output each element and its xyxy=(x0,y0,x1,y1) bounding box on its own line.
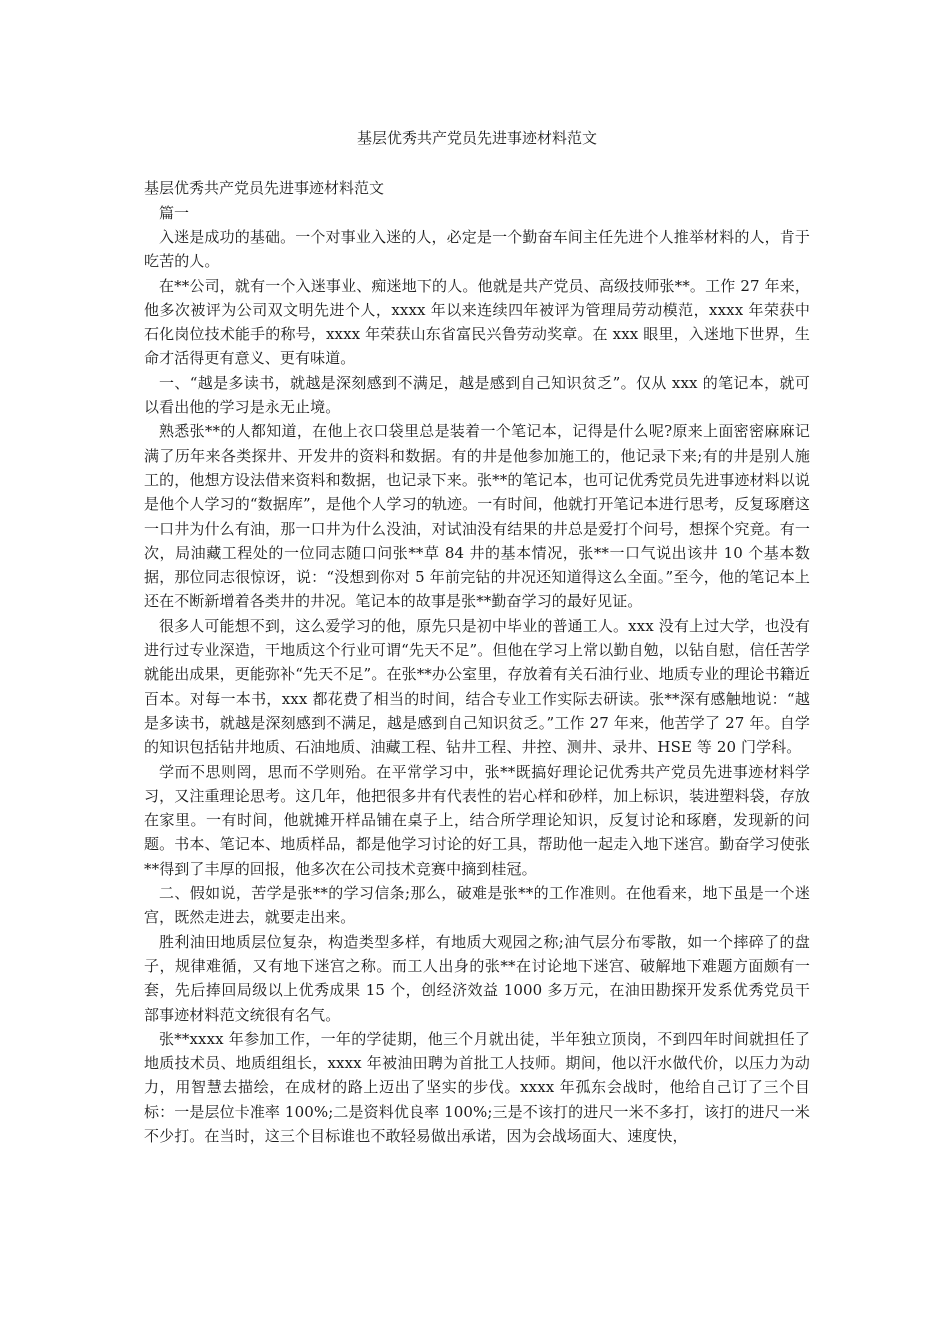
paragraph: 学而不思则罔，思而不学则殆。在平常学习中，张**既搞好理论记优秀共产党员先进事迹材料学习，又注重理论思考。这几年，他把很多井有代表性的岩心样和砂样，加上标识，装进塑料袋，存放在家里。一有时间，他就摊开样品铺在桌子上，结合所学理论知识，反复讨论和琢磨，发现新的问题。书本、笔记本、地质样品，都是他学习讨论的好工具，帮助他一起走入地下迷宫。勤奋学习使张**得到了丰厚的回报，他多次在公司技术竞赛中摘到桂冠。 xyxy=(144,762,810,878)
document-title: 基层优秀共产党员先进事迹材料范文 xyxy=(356,129,597,147)
document-subtitle: 基层优秀共产党员先进事迹材料范文 xyxy=(144,179,385,197)
paragraph: 张**xxxx 年参加工作，一年的学徒期，他三个月就出徒，半年独立顶岗，不到四年时间就担任了地质技术员、地质组组长，xxxx 年被油田聘为首批工人技师。期间，他以汗水做代价，以压力为动力，用智慧去描绘，在成材的路上迈出了坚实的步伐。xxxx 年孤东会战时，他给自己订了三个目标：一是层位卡准率 100%;二是资料优良率 100%;三是不该打的进尺一米不多打，该打的进尺一米不少打。在当时，这三个目标谁也不敢轻易做出承诺，因为会战场面大、速度快， xyxy=(144,1029,810,1145)
section-label: 篇一 xyxy=(159,204,190,222)
paragraph: 熟悉张**的人都知道，在他上衣口袋里总是装着一个笔记本，记得是什么呢?原来上面密密麻麻记满了历年来各类探井、开发井的资料和数据。有的井是他参加施工的，他记录下来;有的井是别人施工的，他想方设法借来资料和数据，也记录下来。张**的笔记本，也可记优秀党员先进事迹材料以说是他个人学习的“数据库”，是他个人学习的轨迹。一有时间，他就打开笔记本进行思考，反复琢磨这一口井为什么有油，那一口井为什么没油，对试油没有结果的井总是爱打个问号，想探个究竟。有一次，局油藏工程处的一位同志随口问张**草 84 井的基本情况，张**一口气说出该井 10 个基本数据，那位同志很惊讶，说：“没想到你对 5 年前完钻的井况还知道得这么全面。”至今，他的笔记本上还在不断新增着各类井的井况。笔记本的故事是张**勤奋学习的最好见证。 xyxy=(144,422,810,611)
paragraph: 一、“越是多读书，就越是深刻感到不满足，越是感到自己知识贫乏”。仅从 xxx 的笔记本，就可以看出他的学习是永无止境。 xyxy=(144,373,810,417)
paragraph: 胜利油田地质层位复杂，构造类型多样，有地质大观园之称;油气层分布零散，如一个摔碎了的盘子，规律难循，又有地下迷宫之称。而工人出身的张**在讨论地下迷宫、破解地下难题方面颇有一套，先后捧回局级以上优秀成果 15 个，创经济效益 1000 多万元，在油田勘探开发系优秀党员干部事迹材料范文统很有名气。 xyxy=(144,932,810,1024)
document-page xyxy=(144,0,810,1148)
paragraph: 入迷是成功的基础。一个对事业入迷的人，必定是一个勤奋车间主任先进个人推举材料的人，肯于吃苦的人。 xyxy=(144,228,810,271)
paragraph: 很多人可能想不到，这么爱学习的他，原先只是初中毕业的普通工人。xxx 没有上过大学，也没有进行过专业深造，干地质这个行业可谓“先天不足”。但他在学习上常以勤自勉，以钻自慰，信任苦学就能出成果，更能弥补“先天不足”。在张**办公室里，存放着有关石油行业、地质专业的理论书籍近百本。对每一本书，xxx 都花费了相当的时间，结合专业工作实际去研读。张**深有感触地说：“越是多读书，就越是深刻感到不满足，越是感到自己知识贫乏。”工作 27 年来，他苦学了 27 年。自学的知识包括钻井地质、石油地质、油藏工程、钻井工程、井控、测井、录井、HSE 等 20 门学科。 xyxy=(144,616,810,757)
paragraph: 二、假如说，苦学是张**的学习信条;那么，破难是张**的工作准则。在他看来，地下虽是一个迷宫，既然走进去，就要走出来。 xyxy=(144,884,810,927)
paragraph: 在**公司，就有一个入迷事业、痴迷地下的人。他就是共产党员、高级技师张**。工作 27 年来，他多次被评为公司双文明先进个人，xxxx 年以来连续四年被评为管理局劳动模范，xxxx 年荣获中石化岗位技术能手的称号，xxxx 年荣获山东省富民兴鲁劳动奖章。在 xxx 眼里，入迷地下世界，生命才活得更有意义、更有味道。 xyxy=(144,276,810,368)
